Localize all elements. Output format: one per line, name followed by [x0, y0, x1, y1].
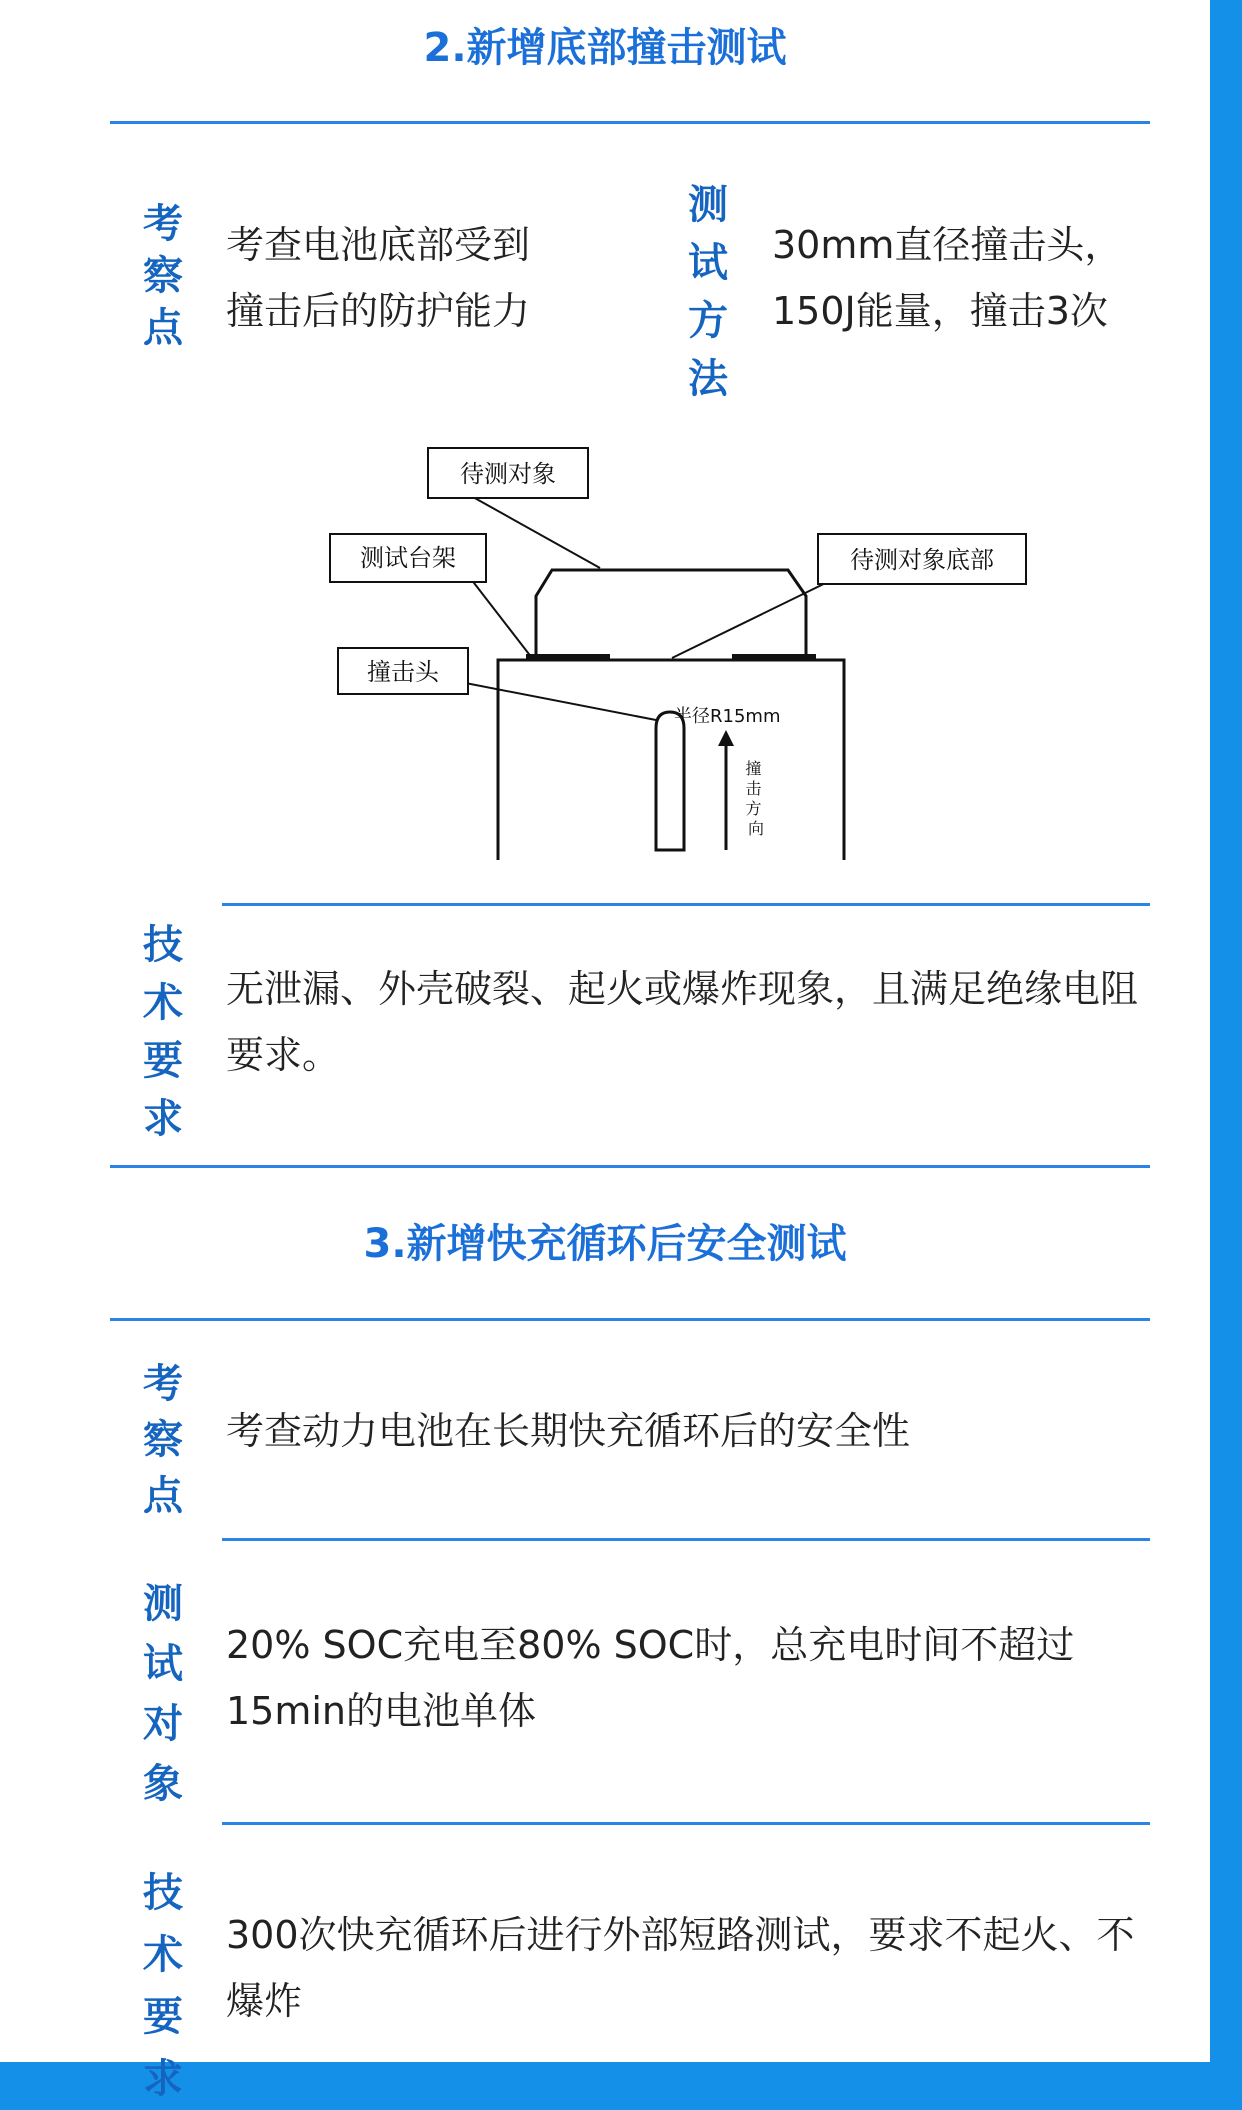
callout-object-bottom-text: 待测对象底部	[850, 546, 994, 574]
section-3-object-label: 测试对象	[143, 1581, 183, 1807]
section-3-inspection-label: 考察点	[143, 1361, 183, 1519]
direction-label-char-4: 向	[747, 819, 765, 838]
section-3-requirement-text: 300次快充循环后进行外部短路测试，要求不起火、不爆炸	[226, 1913, 1135, 2023]
section-3-object-rule	[222, 1538, 1150, 1541]
section-2-title: 2.新增底部撞击测试	[423, 25, 787, 71]
section-3-requirement-label: 技术要求	[143, 1870, 183, 2102]
section-2-requirement-label: 技术要求	[143, 922, 183, 1142]
object-bottom-pad-right	[732, 654, 816, 661]
section-3-inspection-text: 考查动力电池在长期快充循环后的安全性	[226, 1409, 911, 1453]
section-3-top-rule	[110, 1318, 1150, 1321]
direction-label-char-3: 方	[745, 799, 762, 818]
section-3-title: 3.新增快充循环后安全测试	[363, 1221, 847, 1267]
section-2-method-label: 测试方法	[688, 182, 728, 402]
callout-rig-text: 测试台架	[360, 544, 456, 572]
section-2-top-rule	[110, 121, 1150, 124]
impactor-shape	[656, 712, 684, 850]
section-2-inspection-text: 考查电池底部受到撞击后的防护能力	[226, 223, 531, 333]
direction-label-char-1: 撞	[745, 759, 762, 778]
radius-label: 半径R15mm	[674, 706, 781, 727]
impact-test-diagram	[320, 440, 1040, 860]
section-2-requirement-rule	[222, 903, 1150, 906]
leader-rig	[464, 570, 532, 658]
callout-impactor-text: 撞击头	[367, 658, 439, 686]
section-2-bottom-rule	[110, 1165, 1150, 1168]
section-3-requirement-rule	[222, 1822, 1150, 1825]
callout-object-text: 待测对象	[460, 460, 556, 488]
direction-arrow-head	[718, 730, 734, 746]
section-2-requirement-text: 无泄漏、外壳破裂、起火或爆炸现象，且满足绝缘电阻要求。	[226, 967, 1139, 1077]
section-2-method-text: 30mm直径撞击头，150J能量，撞击3次	[772, 223, 1123, 333]
direction-label	[745, 759, 766, 838]
object-outline	[536, 570, 806, 658]
section-3-object-text: 20% SOC充电至80% SOC时，总充电时间不超过15min的电池单体	[226, 1623, 1075, 1733]
object-bottom-pad-left	[526, 654, 610, 661]
section-2-inspection-label: 考察点	[143, 201, 183, 351]
leader-impactor	[450, 680, 656, 720]
leader-object-bottom	[672, 576, 840, 658]
direction-label-char-2: 击	[745, 779, 762, 798]
